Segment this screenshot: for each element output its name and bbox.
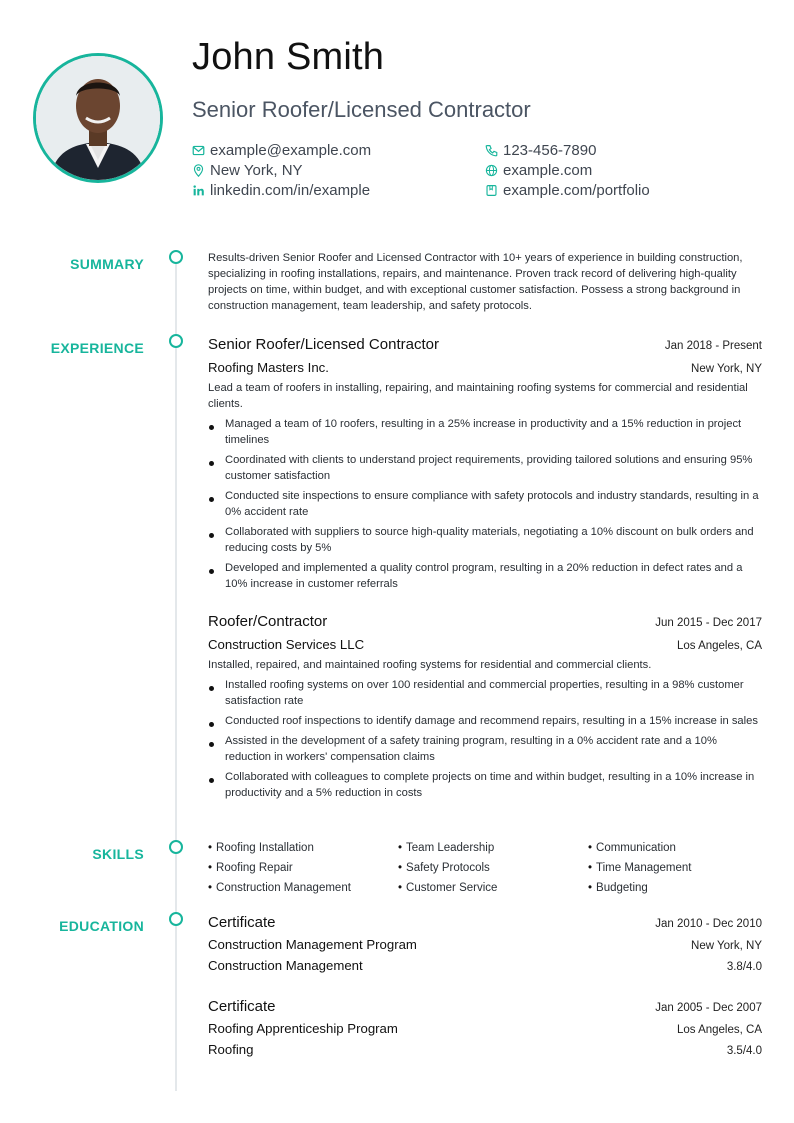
globe-icon [485,164,498,177]
edu-degree: Certificate [208,914,276,931]
phone-text: 123-456-7890 [503,142,597,159]
list-item: Developed and implemented a quality control program, resulting in a 20% reduction in defect rates and a 10% increase in customer referrals [208,560,762,592]
education-entry [208,998,762,1057]
skill-item: • Construction Management [208,880,398,896]
skill-item: • Budgeting [588,880,762,896]
timeline-dot-experience [169,334,183,348]
skill-item: • Safety Protocols [398,860,588,876]
skill-item: • Communication [588,840,762,856]
job-description: Installed, repaired, and maintained roofing systems for residential and commercial clients. [208,659,652,671]
experience-entry [208,613,762,805]
candidate-name: John Smith [192,36,385,78]
bookmark-icon [485,184,498,197]
edu-program: Roofing Apprenticeship Program [208,1021,398,1036]
timeline-line [175,256,177,1091]
list-item: Managed a team of 10 roofers, resulting in a 25% increase in productivity and a 15% reduction in project timelines [208,416,762,448]
section-label-summary: SUMMARY [70,256,144,272]
list-item: Assisted in the development of a safety training program, resulting in a 0% accident rate and a 10% reduction in workers' compensation claims [208,733,762,765]
location-text: New York, NY [210,162,303,179]
timeline-dot-summary [169,250,183,264]
job-description: Lead a team of roofers in installing, repairing, and maintaining roofing systems for commercial and residential clients. [208,382,748,410]
job-company: Construction Services LLC [208,637,365,652]
edu-gpa: 3.5/4.0 [726,1045,762,1057]
candidate-title: Senior Roofer/Licensed Contractor [192,97,531,122]
section-label-experience: EXPERIENCE [50,340,144,356]
edu-location: New York, NY [691,940,762,952]
linkedin-icon [192,184,205,197]
edu-program: Construction Management Program [208,937,417,952]
job-location: New York, NY [691,363,762,375]
edu-gpa: 3.8/4.0 [726,961,762,973]
contact-info [192,142,752,204]
phone-icon [485,144,498,157]
list-item: Collaborated with colleagues to complete projects on time and within budget, resulting in a 10% increase in productivity and a 5% reduction in costs [208,769,762,801]
list-item: Installed roofing systems on over 100 residential and commercial properties, resulting in a 98% customer satisfaction rate [208,677,762,709]
contact-linkedin[interactable] [192,182,370,199]
contact-email[interactable] [192,142,371,159]
job-date: Jan 2018 - Present [664,340,762,352]
timeline-dot-skills [169,840,183,854]
email-text: example@example.com [210,142,372,159]
timeline-dot-education [169,912,183,926]
website-text: example.com [503,162,593,179]
list-item: Collaborated with suppliers to source high-quality materials, negotiating a 10% discount on bulk orders and reducing costs by 5% [208,524,762,556]
job-bullets [208,416,762,592]
edu-field: Roofing [208,1042,254,1057]
edu-date: Jan 2005 - Dec 2007 [655,1002,762,1014]
location-pin-icon [192,164,205,177]
edu-date: Jan 2010 - Dec 2010 [655,918,762,930]
job-bullets [208,677,762,801]
profile-photo [33,53,163,183]
job-date: Jun 2015 - Dec 2017 [655,617,762,629]
skill-item: • Roofing Repair [208,860,398,876]
section-label-education: EDUCATION [59,918,144,934]
skill-item: • Customer Service [398,880,588,896]
skill-item: • Time Management [588,860,762,876]
summary-text: Results-driven Senior Roofer and Licensed Contractor with 10+ years of experience in building construction, specializing in roofing installations, repairs, and maintenance. Proven track record of delivering high-quality projects on time, within budget, and with exceptional customer satisfaction. Possess a strong background in construction management, team leadership, and safety protocols. [208,252,743,312]
job-role: Senior Roofer/Licensed Contractor [208,336,439,353]
mail-icon [192,144,205,157]
contact-portfolio[interactable] [485,182,650,199]
job-company: Roofing Masters Inc. [208,360,329,375]
contact-location [192,162,303,179]
portfolio-text: example.com/portfolio [503,182,650,199]
list-item: Coordinated with clients to understand project requirements, providing tailored solutions and ensuring 95% customer satisfaction [208,452,762,484]
edu-location: Los Angeles, CA [676,1024,762,1036]
skill-item: • Roofing Installation [208,840,398,856]
list-item: Conducted site inspections to ensure compliance with safety protocols and industry standards, resulting in a 0% accident rate [208,488,762,520]
edu-field: Construction Management [208,958,363,973]
education-entry [208,914,762,973]
job-role: Roofer/Contractor [208,613,328,630]
linkedin-text: linkedin.com/in/example [210,182,371,199]
contact-website[interactable] [485,162,592,179]
skills-list [208,840,762,896]
skill-item: • Team Leadership [398,840,588,856]
edu-degree: Certificate [208,998,276,1015]
list-item: Conducted roof inspections to identify damage and recommend repairs, resulting in a 15% increase in sales [208,713,762,729]
job-location: Los Angeles, CA [676,640,762,652]
experience-entry [208,336,762,596]
contact-phone[interactable] [485,142,596,159]
section-label-skills: SKILLS [92,846,144,862]
